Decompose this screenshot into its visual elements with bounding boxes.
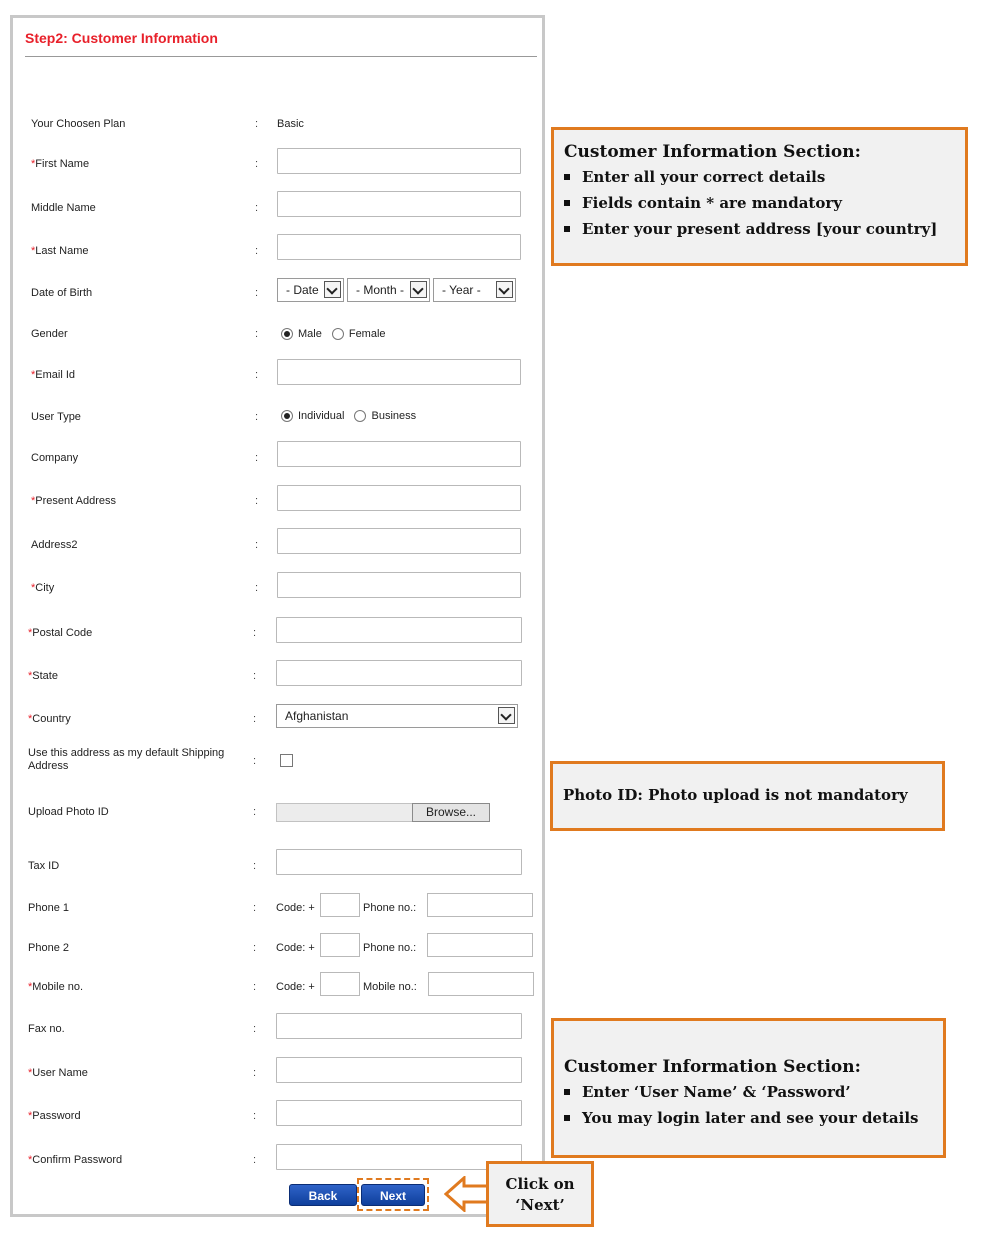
plan-label: Your Choosen Plan: [31, 118, 126, 130]
required-mark: *: [28, 1067, 33, 1079]
country-select[interactable]: Afghanistan: [276, 704, 518, 728]
gender-label: Gender: [31, 328, 68, 340]
address2-input[interactable]: [277, 528, 521, 554]
colon: :: [255, 495, 259, 507]
confirm-password-label: *Confirm Password: [28, 1154, 123, 1166]
gender-male-radio[interactable]: [281, 328, 293, 340]
mobile-code-label: Code: +: [276, 981, 315, 993]
required-mark: *: [28, 713, 33, 725]
dob-date-select[interactable]: - Date: [277, 278, 344, 302]
colon: :: [255, 287, 259, 299]
gender-radio-group: [281, 328, 396, 340]
phone2-code-input[interactable]: [320, 933, 360, 957]
colon: :: [255, 411, 259, 423]
first-name-input[interactable]: [277, 148, 521, 174]
callout-title: Customer Information Section:: [564, 1057, 861, 1077]
phone2-number-input[interactable]: [427, 933, 533, 957]
city-label: *City: [31, 582, 55, 594]
phone1-code-input[interactable]: [320, 893, 360, 917]
callout-item: Enter ‘User Name’ & ‘Password’: [564, 1083, 933, 1101]
required-mark: *: [28, 627, 33, 639]
callout-customer-info: [551, 127, 968, 266]
mobile-number-input[interactable]: [428, 972, 534, 996]
title-divider: [25, 56, 537, 57]
state-input[interactable]: [276, 660, 522, 686]
user-type-business-label: Business: [371, 410, 417, 422]
arrow-left-icon: [444, 1176, 490, 1212]
required-mark: *: [31, 369, 36, 381]
callout-item: Enter your present address [your country]: [564, 220, 955, 238]
phone1-label: Phone 1: [28, 902, 69, 914]
present-address-label: *Present Address: [31, 495, 116, 507]
phone1-number-input[interactable]: [427, 893, 533, 917]
phone2-code-label: Code: +: [276, 942, 315, 954]
postal-code-input[interactable]: [276, 617, 522, 643]
middle-name-input[interactable]: [277, 191, 521, 217]
user-type-radio-group: [281, 410, 426, 422]
colon: :: [253, 942, 257, 954]
postal-code-label: *Postal Code: [28, 627, 93, 639]
user-type-business-radio[interactable]: [354, 410, 366, 422]
phone1-number-label: Phone no.:: [363, 902, 417, 914]
fax-label: Fax no.: [28, 1023, 65, 1035]
phone2-number-label: Phone no.:: [363, 942, 417, 954]
shipping-address-checkbox[interactable]: [280, 754, 293, 767]
callout-item: Enter all your correct details: [564, 168, 955, 186]
present-address-input[interactable]: [277, 485, 521, 511]
colon: :: [253, 627, 257, 639]
password-label: *Password: [28, 1110, 81, 1122]
dob-label: Date of Birth: [31, 287, 93, 299]
next-button-highlight: [357, 1178, 429, 1211]
gender-female-radio[interactable]: [332, 328, 344, 340]
callout-list: [564, 1083, 933, 1127]
next-button[interactable]: Next: [361, 1184, 425, 1206]
required-mark: *: [31, 582, 36, 594]
step-title: Step2: Customer Information: [25, 30, 218, 46]
colon: :: [255, 158, 259, 170]
shipping-address-label: Use this address as my default Shipping Address: [28, 747, 225, 772]
callout-list: [564, 168, 955, 238]
colon: :: [253, 755, 257, 767]
middle-name-label: Middle Name: [31, 202, 96, 214]
required-mark: *: [28, 981, 33, 993]
required-mark: *: [31, 495, 36, 507]
colon: :: [255, 539, 259, 551]
company-input[interactable]: [277, 441, 521, 467]
mobile-number-label: Mobile no.:: [363, 981, 417, 993]
mobile-label: *Mobile no.: [28, 981, 84, 993]
colon: :: [253, 1154, 257, 1166]
colon: :: [253, 670, 257, 682]
chevron-down-icon: [410, 281, 427, 298]
colon: :: [253, 860, 257, 872]
email-label: *Email Id: [31, 369, 76, 381]
plan-value: Basic: [277, 118, 304, 130]
back-button[interactable]: Back: [289, 1184, 357, 1206]
callout-item: You may login later and see your details: [564, 1109, 933, 1127]
city-input[interactable]: [277, 572, 521, 598]
colon: :: [255, 118, 259, 130]
password-input[interactable]: [276, 1100, 522, 1126]
state-label: *State: [28, 670, 58, 682]
callout-login-info: [551, 1018, 946, 1158]
callout-click-next: [486, 1161, 594, 1227]
colon: :: [255, 452, 259, 464]
colon: :: [255, 582, 259, 594]
required-mark: *: [28, 1110, 33, 1122]
username-input[interactable]: [276, 1057, 522, 1083]
phone1-code-label: Code: +: [276, 902, 315, 914]
user-type-label: User Type: [31, 411, 81, 423]
colon: :: [253, 806, 257, 818]
required-mark: *: [28, 1154, 33, 1166]
callout-text: Photo ID: Photo upload is not mandatory: [563, 786, 908, 804]
colon: :: [255, 245, 259, 257]
colon: :: [253, 902, 257, 914]
callout-item: Fields contain * are mandatory: [564, 194, 955, 212]
file-path-field[interactable]: [276, 803, 413, 822]
address2-label: Address2: [31, 539, 78, 551]
company-label: Company: [31, 452, 79, 464]
fax-input[interactable]: [276, 1013, 522, 1039]
required-mark: *: [28, 670, 33, 682]
gender-female-label: Female: [348, 328, 386, 340]
colon: :: [255, 369, 259, 381]
dob-month-select[interactable]: - Month -: [347, 278, 430, 302]
colon: :: [255, 202, 259, 214]
colon: :: [253, 981, 257, 993]
user-type-individual-radio[interactable]: [281, 410, 293, 422]
username-label: *User Name: [28, 1067, 88, 1079]
colon: :: [253, 1023, 257, 1035]
last-name-input[interactable]: [277, 234, 521, 260]
required-mark: *: [31, 245, 36, 257]
email-input[interactable]: [277, 359, 521, 385]
chevron-down-icon: [496, 281, 513, 298]
tax-id-input[interactable]: [276, 849, 522, 875]
user-type-individual-label: Individual: [298, 410, 345, 422]
colon: :: [255, 328, 259, 340]
colon: :: [253, 1110, 257, 1122]
first-name-label: *First Name: [31, 158, 90, 170]
required-mark: *: [31, 158, 36, 170]
dob-year-select[interactable]: - Year -: [433, 278, 516, 302]
phone2-label: Phone 2: [28, 942, 69, 954]
callout-title: Customer Information Section:: [564, 142, 861, 162]
callout-line: ‘Next’: [515, 1196, 565, 1214]
country-label: *Country: [28, 713, 71, 725]
mobile-code-input[interactable]: [320, 972, 360, 996]
customer-information-form: [10, 15, 545, 1217]
colon: :: [253, 713, 257, 725]
last-name-label: *Last Name: [31, 245, 89, 257]
chevron-down-icon: [324, 281, 341, 298]
chevron-down-icon: [498, 707, 515, 724]
callout-line: Click on: [505, 1175, 575, 1193]
browse-button[interactable]: Browse...: [412, 803, 490, 822]
tax-id-label: Tax ID: [28, 860, 60, 872]
upload-photo-label: Upload Photo ID: [28, 806, 109, 818]
callout-photo-id: [550, 761, 945, 831]
colon: :: [253, 1067, 257, 1079]
gender-male-label: Male: [298, 328, 322, 340]
